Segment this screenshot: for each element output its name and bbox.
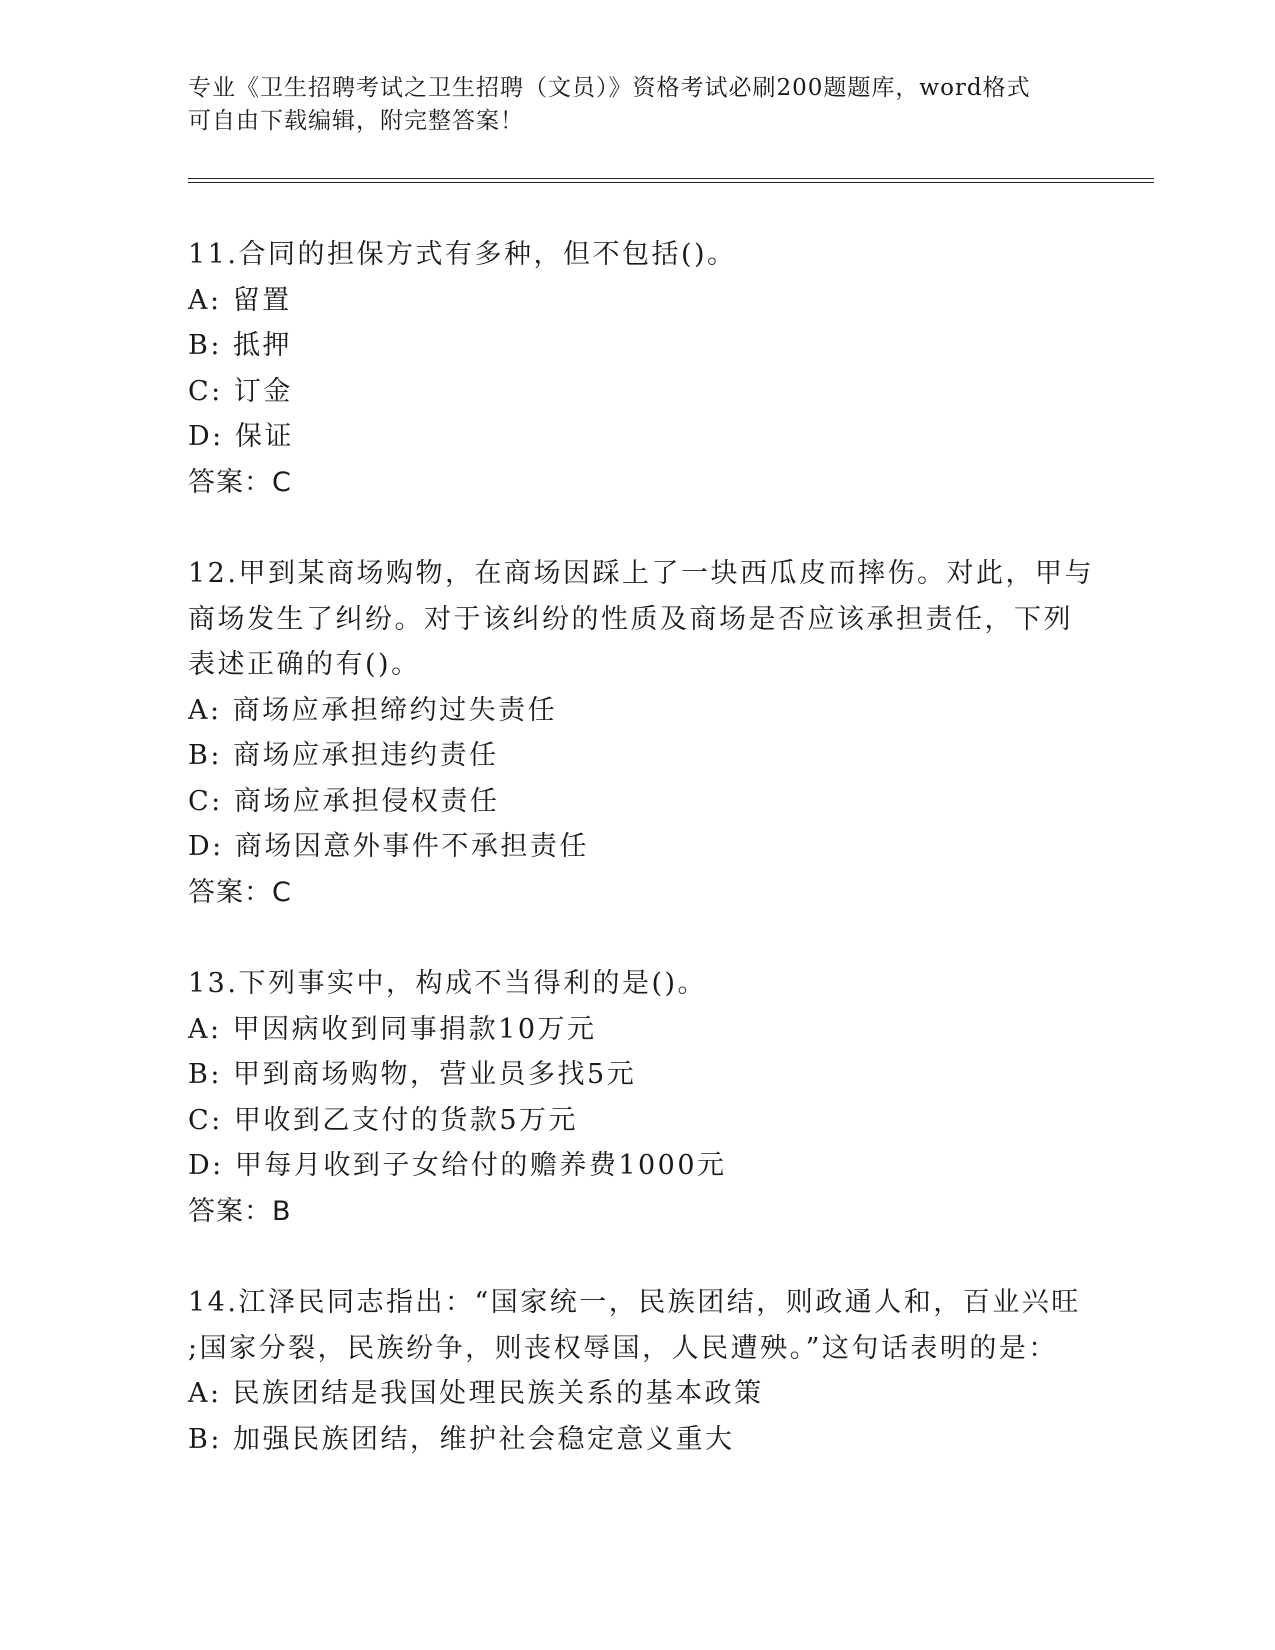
question-list <box>188 232 1138 1508</box>
option-c: C: 甲收到乙支付的货款5万元 <box>188 1104 579 1136</box>
question-stem: 13.下列事实中，构成不当得利的是()。 <box>188 968 708 999</box>
question-stem: 14.江泽民同志指出：“国家统一，民族团结，则政通人和，百业兴旺 <box>188 1287 1081 1318</box>
header-line: 专业《卫生招聘考试之卫生招聘（文员）》资格考试必刷200题题库，word格式 <box>188 75 1031 101</box>
option-d: D: 保证 <box>188 421 294 452</box>
document-header <box>188 72 1088 138</box>
question-stem: 11.合同的担保方式有多种，但不包括()。 <box>188 239 737 270</box>
question-item <box>188 961 1138 1234</box>
option-b: B: 抵押 <box>188 330 293 361</box>
option-d: D: 商场因意外事件不承担责任 <box>188 831 589 862</box>
option-b: B: 甲到商场购物，营业员多找5元 <box>188 1059 637 1090</box>
option-d: D: 甲每月收到子女给付的赡养费1000元 <box>188 1150 727 1181</box>
option-c: C: 商场应承担侵权责任 <box>188 785 500 817</box>
option-c: C: 订金 <box>188 375 293 407</box>
option-a: A: 民族团结是我国处理民族关系的基本政策 <box>188 1378 764 1409</box>
question-item <box>188 551 1138 915</box>
option-a: A: 甲因病收到同事捐款10万元 <box>188 1013 597 1045</box>
question-item <box>188 1280 1138 1462</box>
option-a: A: 留置 <box>188 284 292 316</box>
question-item <box>188 232 1138 505</box>
question-stem: 表述正确的有()。 <box>188 649 421 680</box>
header-divider <box>188 178 1154 183</box>
question-stem: ;国家分裂，民族纷争，则丧权辱国，人民遭殃。”这句话表明的是： <box>188 1332 1058 1364</box>
answer-line: 答案：C <box>188 876 292 908</box>
question-stem: 商场发生了纠纷。对于该纠纷的性质及商场是否应该承担责任，下列 <box>188 603 1073 635</box>
answer-line: 答案：B <box>188 1195 292 1227</box>
header-line: 可自由下载编辑，附完整答案！ <box>188 108 524 134</box>
answer-line: 答案：C <box>188 466 292 498</box>
option-b: B: 商场应承担违约责任 <box>188 740 499 771</box>
question-stem: 12.甲到某商场购物，在商场因踩上了一块西瓜皮而摔伤。对此，甲与 <box>188 558 1094 589</box>
option-a: A: 商场应承担缔约过失责任 <box>188 694 558 726</box>
option-b: B: 加强民族团结，维护社会稳定意义重大 <box>188 1423 735 1455</box>
